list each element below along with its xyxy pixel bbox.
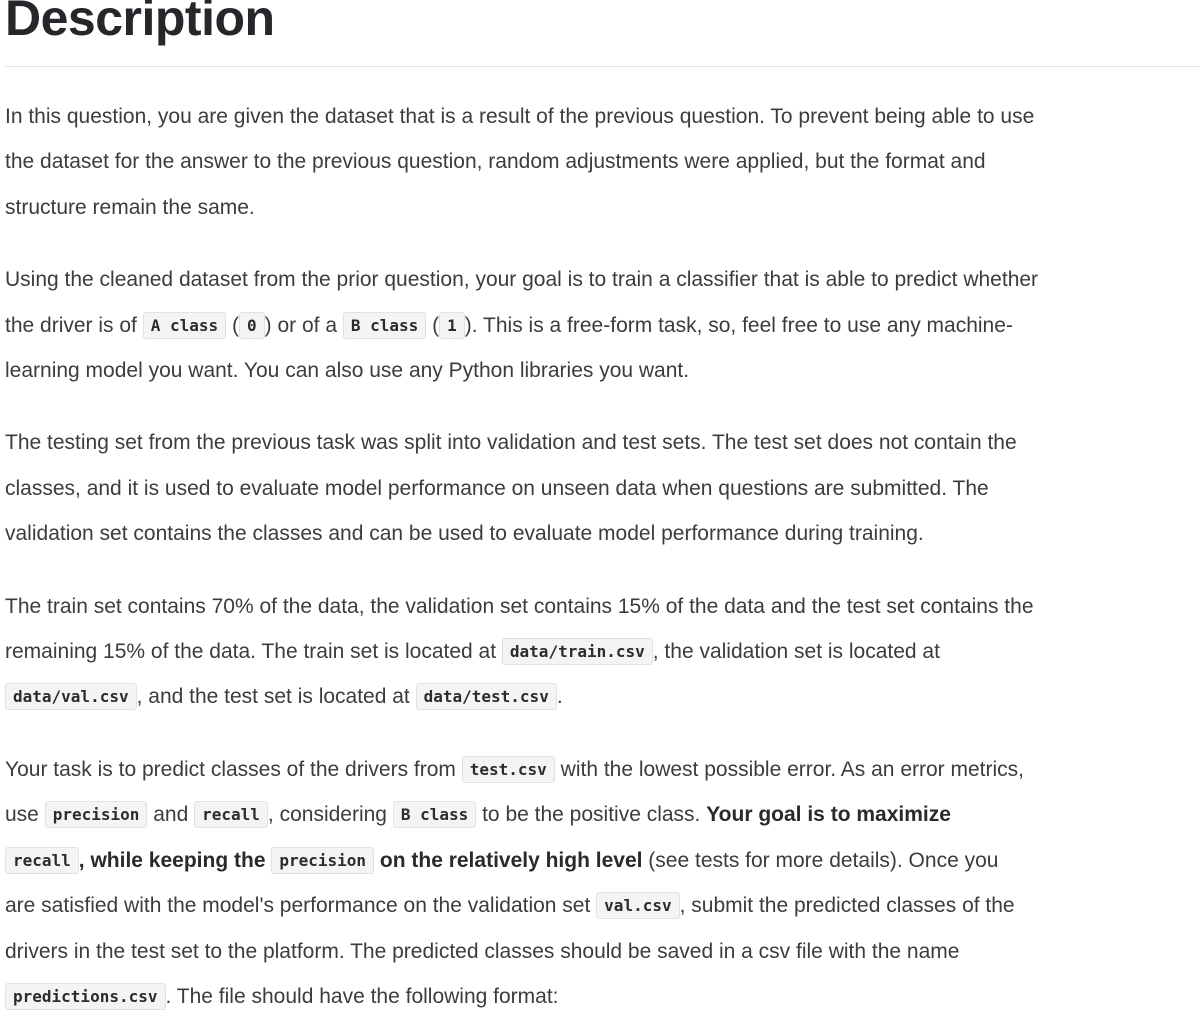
text-line: Using the cleaned dataset from the prior question, your goal is to train a classifier that is able to predict whether	[5, 268, 1039, 292]
text-segment: , considering	[267, 803, 393, 827]
title-divider	[5, 66, 1200, 67]
text-line	[5, 629, 1200, 674]
text-line	[5, 883, 1200, 928]
inline-code-precision: precision	[45, 801, 148, 828]
text-line	[5, 747, 1200, 792]
text-line: The testing set from the previous task was split into validation and test sets. The test set does not contain the	[5, 431, 1017, 455]
inline-code-a-class: A class	[143, 312, 226, 339]
text-segment: with the lowest possible error. As an error metrics,	[554, 757, 1024, 781]
text-segment: are satisfied with the model's performance on the validation set	[5, 894, 597, 918]
inline-code-b-class: B class	[393, 801, 476, 828]
inline-code-test-csv: test.csv	[462, 756, 555, 783]
inline-code-train-path: data/train.csv	[502, 638, 653, 665]
text-segment: ) or of a	[264, 313, 343, 337]
text-line: classes, and it is used to evaluate model performance on unseen data when questions are submitted. The	[5, 476, 989, 500]
text-segment: use	[5, 803, 45, 827]
paragraph-goal	[5, 257, 1200, 393]
bold-goal-text: , while keeping the	[78, 848, 272, 872]
text-segment: (see tests for more details). Once you	[642, 848, 999, 872]
inline-code-val-csv: val.csv	[596, 892, 679, 919]
inline-code-test-path: data/test.csv	[416, 683, 557, 710]
text-line: The train set contains 70% of the data, the validation set contains 15% of the data and the test set contains the	[5, 594, 1034, 618]
inline-code-recall: recall	[5, 847, 79, 874]
inline-code-recall: recall	[194, 801, 268, 828]
text-segment: .	[556, 685, 563, 709]
text-line	[5, 838, 1200, 883]
text-segment: . The file should have the following format:	[165, 984, 559, 1008]
text-line	[5, 974, 1200, 1019]
text-segment: , the validation set is located at	[652, 640, 940, 664]
description-body	[5, 94, 1200, 1020]
paragraph-file-locations	[5, 584, 1200, 720]
text-segment: the driver is of	[5, 313, 143, 337]
inline-code-precision: precision	[271, 847, 374, 874]
text-segment: to be the positive class.	[476, 803, 707, 827]
text-segment: , and the test set is located at	[136, 685, 416, 709]
inline-code-zero: 0	[239, 312, 265, 339]
text-line: structure remain the same.	[5, 195, 255, 219]
paragraph-splits	[5, 420, 1200, 556]
text-segment: ). This is a free-form task, so, feel free to use any machine-	[464, 313, 1013, 337]
text-line	[5, 674, 1200, 719]
inline-code-val-path: data/val.csv	[5, 683, 137, 710]
paragraph-task	[5, 747, 1200, 1019]
text-segment: , submit the predicted classes of the	[679, 894, 1015, 918]
bold-goal-text: on the relatively high level	[374, 848, 643, 872]
text-segment: (	[226, 313, 239, 337]
text-line: In this question, you are given the dataset that is a result of the previous question. To prevent being able to use	[5, 105, 1035, 128]
inline-code-one: 1	[439, 312, 465, 339]
bold-goal-text: Your goal is to maximize	[706, 803, 951, 827]
text-segment: and	[147, 803, 195, 827]
text-line	[5, 792, 1200, 837]
inline-code-predictions-csv: predictions.csv	[5, 983, 166, 1010]
text-line: drivers in the test set to the platform. The predicted classes should be saved in a csv file with the name	[5, 939, 960, 963]
text-line: the dataset for the answer to the previous question, random adjustments were applied, but the format and	[5, 150, 986, 174]
text-segment: (	[426, 313, 440, 337]
text-line: validation set contains the classes and can be used to evaluate model performance during training.	[5, 522, 924, 546]
paragraph-intro	[5, 94, 1200, 230]
page-title: Description	[5, 0, 275, 46]
text-segment: remaining 15% of the data. The train set is located at	[5, 640, 502, 664]
inline-code-b-class: B class	[343, 312, 426, 339]
text-line: learning model you want. You can also use any Python libraries you want.	[5, 359, 690, 383]
text-segment: Your task is to predict classes of the drivers from	[5, 757, 462, 781]
text-line	[5, 303, 1200, 348]
